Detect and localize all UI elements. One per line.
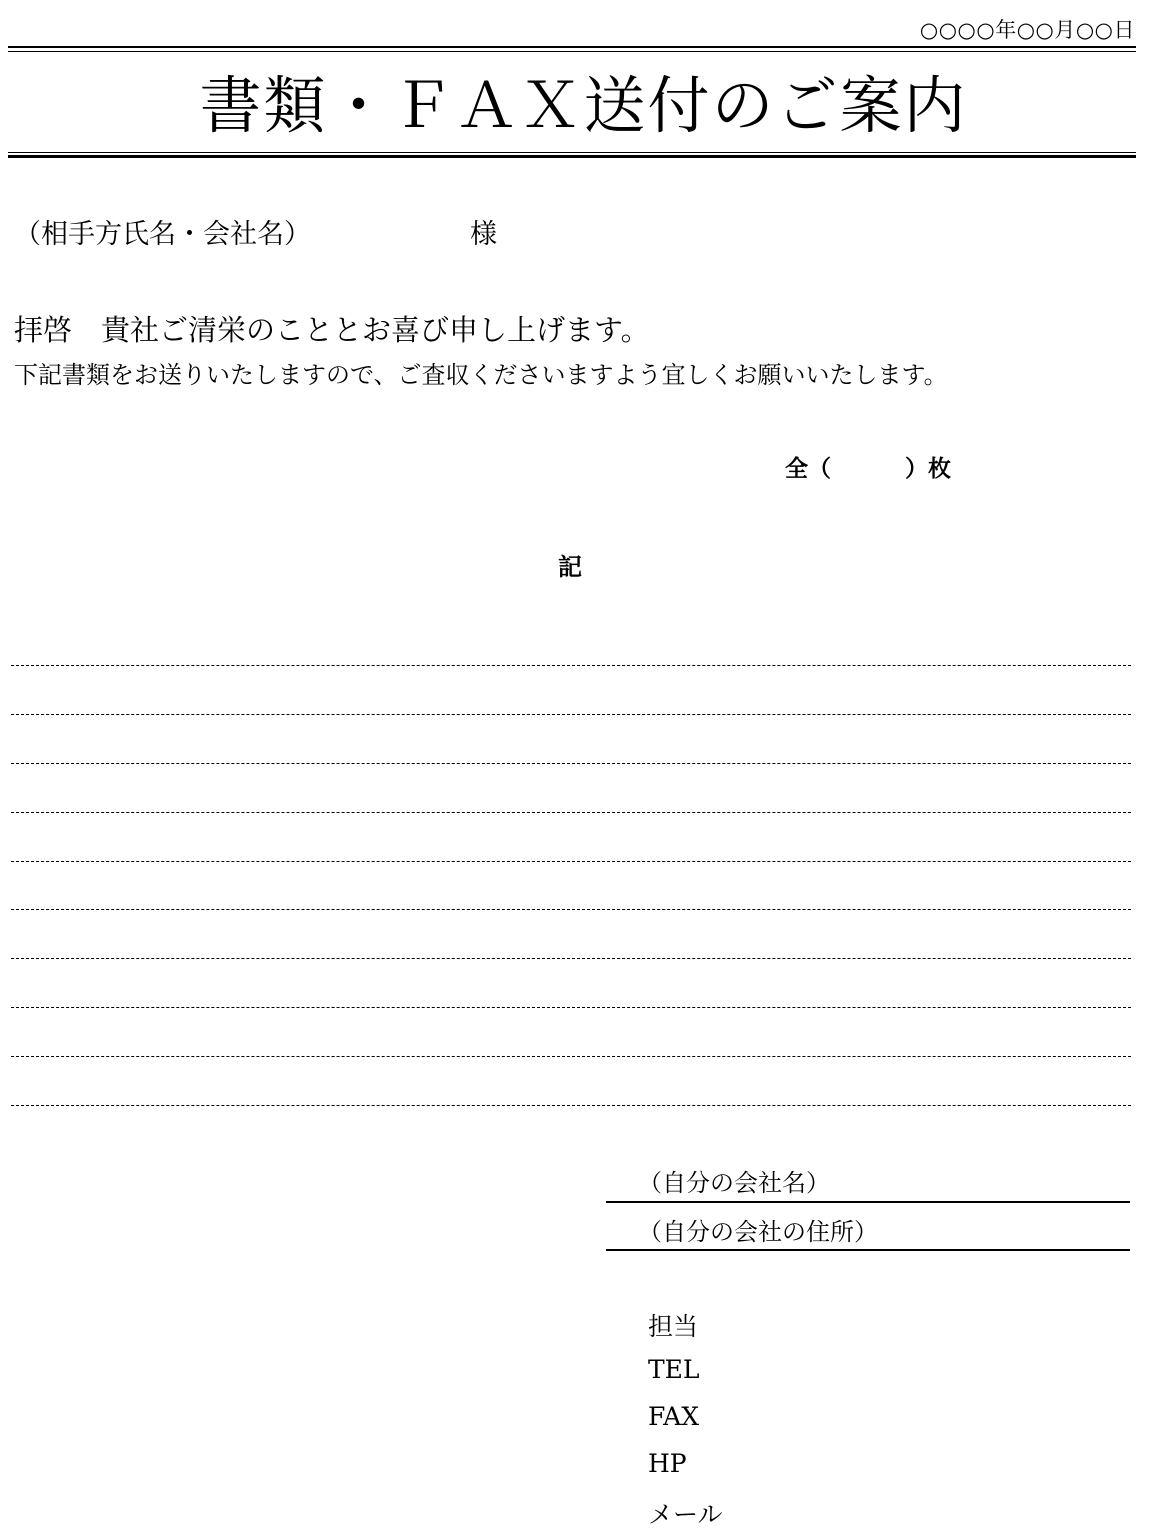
document-title: 書類・ＦＡＸ送付のご案内 [199, 69, 968, 142]
recipient-honorific: 様 [470, 219, 497, 250]
dashed-writing-line [11, 958, 1131, 1007]
sender-company-name: （自分の会社名） [638, 1169, 830, 1197]
dashed-writing-line [11, 665, 1131, 714]
dashed-writing-line [11, 1105, 1131, 1154]
contact-hp-label: HP [648, 1449, 687, 1478]
dashed-writing-line [11, 1007, 1131, 1056]
contact-fax-label: FAX [648, 1402, 700, 1431]
contact-person-label: 担当 [648, 1312, 699, 1341]
page-count-suffix: ）枚 [905, 456, 951, 482]
message-body: 下記書類をお送りいたしますので、ご査収くださいますよう宜しくお願いいたします。 [14, 361, 948, 389]
contact-email-label: メール [648, 1500, 723, 1529]
document-date: ○○○○年○○月○○日 [919, 18, 1135, 42]
company-address-underline [606, 1249, 1130, 1251]
dashed-writing-line [11, 714, 1131, 763]
recipient-name: （相手方氏名・会社名） [14, 219, 311, 250]
dashed-writing-line [11, 763, 1131, 812]
dashed-writing-line [11, 1056, 1131, 1105]
sender-company-address: （自分の会社の住所） [638, 1218, 878, 1246]
title-bottom-rule [8, 155, 1136, 158]
dashed-writing-line [11, 861, 1131, 910]
page-count-prefix: 全（ [785, 456, 831, 482]
ki-heading: 記 [558, 553, 582, 581]
writing-area [11, 665, 1131, 1154]
title-top-rule [8, 46, 1136, 48]
company-name-underline [606, 1201, 1130, 1203]
dashed-writing-line [11, 812, 1131, 861]
page-count [785, 450, 951, 483]
greeting-line: 拝啓 貴社ご清栄のこととお喜び申し上げます。 [14, 313, 650, 347]
contact-tel-label: TEL [648, 1355, 700, 1384]
dashed-writing-line [11, 909, 1131, 958]
